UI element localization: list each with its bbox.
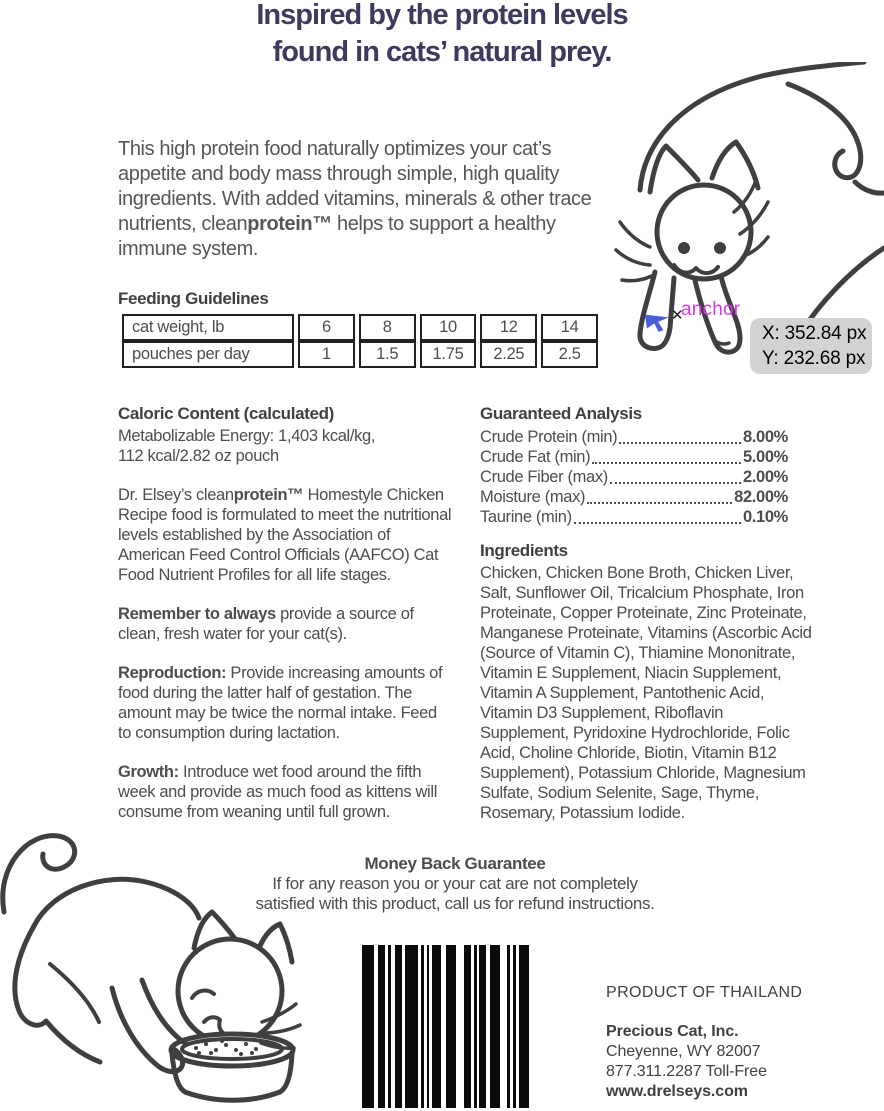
barcode-bar (395, 945, 402, 1108)
guarantee-heading: Money Back Guarantee (364, 854, 546, 873)
note-lead: Reproduction: (118, 664, 227, 682)
table-cell: 1 (298, 341, 355, 368)
analysis-value: 8.00% (742, 428, 788, 446)
table-cell: 10 (420, 314, 477, 341)
coordinate-tooltip (750, 318, 872, 374)
barcode-bar (490, 945, 500, 1108)
intro-text: This high protein food naturally optimizes your cat’s appetite and body mass through simple, high quality ingredients. With added vitamins, minerals & other trace nutrients, clean (118, 138, 592, 235)
guarantee-line-1: If for any reason you or your cat are not completely (272, 874, 638, 893)
dot-leader (574, 522, 741, 524)
table-row (122, 314, 598, 341)
table-cell: pouches per day (122, 341, 294, 368)
barcode-bar (474, 945, 477, 1108)
analysis-label: Crude Fat (min) (480, 448, 591, 466)
aafco-text-tail: Homestyle Chicken Recipe food is formulated to meet the nutritional levels established by the Association of American Feed Control Officials (AAFCO) Cat Food Nutrient Profiles for all life stages. (118, 486, 452, 584)
right-column (480, 404, 816, 823)
tooltip-x-value: X: 352.84 px (762, 323, 867, 344)
dot-leader (619, 442, 741, 444)
aafco-text: Dr. Elsey’s clean (118, 486, 234, 504)
note-lead: Growth: (118, 763, 179, 781)
analysis-row (480, 467, 788, 487)
table-cell: 2.5 (541, 341, 598, 368)
barcode-bar (405, 945, 418, 1108)
barcode-bar (421, 945, 424, 1108)
guaranteed-analysis-heading: Guaranteed Analysis (480, 404, 642, 423)
barcode-bar (464, 945, 471, 1108)
analysis-row (480, 507, 788, 527)
table-cell: 8 (359, 314, 416, 341)
barcode-bar (427, 945, 429, 1108)
barcode-bar (507, 945, 510, 1108)
feeding-table (118, 314, 602, 368)
table-cell: 6 (298, 314, 355, 341)
ingredients-text: Chicken, Chicken Bone Broth, Chicken Liver, Salt, Sunflower Oil, Tricalcium Phosphate, Iron Proteinate, Copper Proteinate, Zinc Proteinate, Manganese Proteinate, Vitamins (Ascorbic Acid (Source of Vitamin C), Thiamine Mononitrate, Vitamin E Supplement, Niacin Supplement, Vitamin A Supplement, Pantothenic Acid, Vitamin D3 Supplement, Riboflavin Supplement, Pyridoxine Hydrochloride, Folic Acid, Choline Chloride, Biotin, Vitamin B12 Supplement), Potassium Chloride, Magnesium Sulfate, Sodium Selenite, Sage, Thyme, Rosemary, Potassium Iodide. (480, 564, 812, 822)
reproduction-note (118, 663, 454, 743)
anchor-marker[interactable]: ✕ (671, 307, 684, 324)
caloric-line-1: Metabolizable Energy: 1,403 kcal/kg, (118, 427, 376, 445)
barcode (362, 945, 537, 1108)
title-line-1: Inspired by the protein levels (256, 0, 628, 31)
company-name: Precious Cat, Inc. (606, 1023, 739, 1040)
dot-leader (587, 502, 732, 504)
company-website: www.drelseys.com (606, 1083, 748, 1100)
barcode-bar (479, 945, 486, 1108)
table-row (122, 341, 598, 368)
table-cell: 12 (480, 314, 537, 341)
eating-cat-illustration (0, 828, 330, 1111)
title-line-2: found in cats’ natural prey. (272, 36, 612, 68)
analysis-label: Moisture (max) (480, 488, 586, 506)
barcode-bar (519, 945, 529, 1108)
note-text: Introduce wet food around the fifth week and provide as much food as kittens will consume from weaning until full grown. (118, 763, 438, 821)
water-note (118, 604, 454, 644)
aafco-statement (118, 485, 454, 585)
anchor-label: anchor (681, 299, 741, 320)
note-lead: Remember to always (118, 605, 276, 623)
table-cell: cat weight, lb (122, 314, 294, 341)
caloric-line-2: 112 kcal/2.82 oz pouch (118, 447, 279, 465)
analysis-label: Crude Protein (min) (480, 428, 618, 446)
guaranteed-analysis-rows (480, 427, 788, 527)
table-cell: 1.75 (420, 341, 477, 368)
analysis-row (480, 427, 788, 447)
company-address: Cheyenne, WY 82007 (606, 1043, 761, 1060)
note-text: Provide increasing amounts of food during the latter half of gestation. The amount may be twice the normal intake. Feed to consumption during lactation. (118, 664, 443, 742)
dot-leader (592, 462, 741, 464)
barcode-bar (388, 945, 391, 1108)
feeding-guidelines-heading: Feeding Guidelines (118, 289, 269, 308)
footer-block (606, 983, 802, 1102)
brand-protein-bold: protein™ (247, 213, 332, 235)
note-text: provide a source of clean, fresh water for your cat(s). (118, 605, 414, 643)
table-cell: 2.25 (480, 341, 537, 368)
intro-paragraph (118, 137, 592, 262)
analysis-label: Taurine (min) (480, 508, 572, 526)
analysis-row (480, 487, 788, 507)
country-of-origin: PRODUCT OF THAILAND (606, 984, 803, 1001)
dot-leader (610, 482, 741, 484)
growth-note (118, 762, 454, 822)
tooltip-y-value: Y: 232.68 px (762, 348, 866, 369)
barcode-bar (513, 945, 516, 1108)
barcode-bar (362, 945, 374, 1108)
barcode-bar (378, 945, 385, 1108)
barcode-bar (432, 945, 441, 1108)
table-cell: 14 (541, 314, 598, 341)
analysis-row (480, 447, 788, 467)
analysis-value: 2.00% (742, 468, 788, 486)
analysis-value: 5.00% (742, 448, 788, 466)
analysis-value: 82.00% (734, 488, 788, 506)
company-phone: 877.311.2287 Toll-Free (606, 1063, 767, 1080)
left-column (118, 404, 454, 822)
page-title (0, 0, 884, 71)
caloric-content-heading: Caloric Content (calculated) (118, 404, 334, 423)
barcode-bar (446, 945, 456, 1108)
intro-text-tail: helps to support a healthy immune system. (118, 213, 556, 260)
table-cell: 1.5 (359, 341, 416, 368)
analysis-label: Crude Fiber (max) (480, 468, 608, 486)
brand-protein-bold: protein™ (233, 486, 304, 504)
analysis-value: 0.10% (742, 508, 788, 526)
guarantee-line-2: satisfied with this product, call us for refund instructions. (255, 894, 655, 913)
ingredients-heading: Ingredients (480, 541, 568, 560)
feeding-guidelines-section (118, 289, 602, 368)
